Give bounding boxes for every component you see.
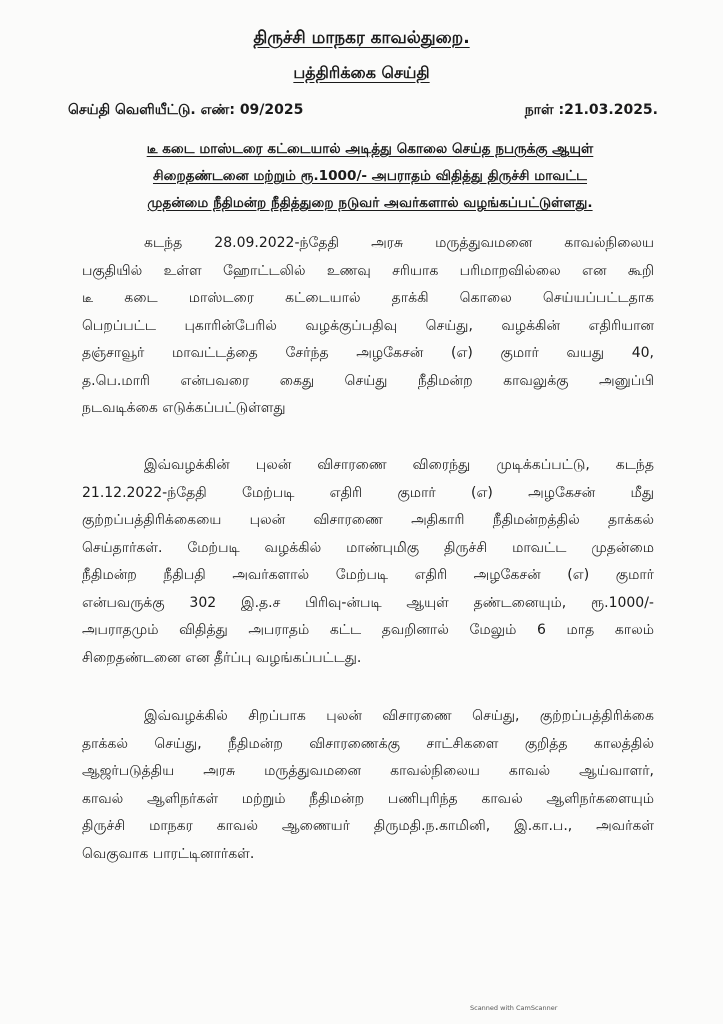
- document-type-title: [0, 63, 723, 84]
- paragraph-line: நீதிமன்ற நீதிபதி அவர்களால் மேற்படி எதிரி அழகேசன் (எ) குமார்: [82, 567, 654, 583]
- paragraph-line: அபராதமும் விதித்து அபராதம் கட்ட தவறினால் மேலும் 6 மாத காலம்: [82, 622, 654, 638]
- organization-title: [0, 28, 723, 50]
- paragraph-line: இவ்வழக்கின் புலன் விசாரணை விரைந்து முடிக்கப்பட்டு, கடந்த: [144, 457, 654, 473]
- paragraph-line: இவ்வழக்கில் சிறப்பாக புலன் விசாரணை செய்து, குற்றப்பத்திரிக்கை: [144, 708, 654, 724]
- paragraph-line: வெகுவாக பாரட்டினார்கள்.: [82, 845, 255, 862]
- paragraph-line: த.பெ.மாரி என்பவரை கைது செய்து நீதிமன்ற காவலுக்கு அனுப்பி: [82, 372, 654, 389]
- body-paragraph-3: [82, 703, 654, 868]
- paragraph-line: கடந்த 28.09.2022-ந்தேதி அரசு மருத்துவமனை காவல்நிலைய: [144, 235, 654, 251]
- paragraph-line: ஆஜர்படுத்திய அரசு மருத்துவமனை காவல்நிலைய காவல் ஆய்வாளர்,: [82, 763, 654, 779]
- headline-line: முதன்மை நீதிமன்ற நீதித்துறை நடுவர் அவர்களால் வழங்கப்பட்டுள்ளது.: [147, 195, 593, 211]
- paragraph-line: சிறைதண்டனை என தீர்ப்பு வழங்கப்பட்டது.: [82, 649, 362, 666]
- paragraph-line: திருச்சி மாநகர காவல் ஆணையர் திருமதி.ந.காமினி, இ.கா.ப., அவர்கள்: [82, 818, 654, 834]
- headline: [100, 136, 640, 217]
- paragraph-line: குற்றப்பத்திரிக்கையை புலன் விசாரணை அதிகாரி நீதிமன்றத்தில் தாக்கல்: [82, 512, 654, 528]
- paragraph-line: என்பவருக்கு 302 இ.த.ச பிரிவு-ன்படி ஆயுள் தண்டனையும், ரூ.1000/-: [82, 594, 654, 611]
- headline-line: சிறைதண்டனை மற்றும் ரூ.1000/- அபராதம் விதித்து திருச்சி மாவட்ட: [152, 168, 587, 184]
- document-type-text: பத்திரிக்கை செய்தி: [293, 63, 430, 82]
- body-paragraph-2: [82, 452, 654, 672]
- organization-title-text: திருச்சி மாநகர காவல்துறை.: [253, 28, 470, 48]
- paragraph-line: பெறப்பட்ட புகாரின்பேரில் வழக்குப்பதிவு செய்து, வழக்கின் எதிரியான: [82, 317, 654, 334]
- body-paragraph-1: [82, 230, 654, 423]
- paragraph-line: 21.12.2022-ந்தேதி மேற்படி எதிரி குமார் (எ) அழகேசன் மீது: [82, 484, 654, 501]
- paragraph-line: காவல் ஆளிநர்கள் மற்றும் நீதிமன்ற பணிபுரிந்த காவல் ஆளிநர்களையும்: [82, 790, 654, 807]
- paragraph-line: செய்தார்கள். மேற்படி வழக்கில் மாண்புமிகு திருச்சி மாவட்ட முதன்மை: [82, 539, 654, 556]
- paragraph-line: தஞ்சாவூர் மாவட்டத்தை சேர்ந்த அழகேசன் (எ) குமார் வயது 40,: [82, 345, 654, 361]
- paragraph-line: நடவடிக்கை எடுக்கப்பட்டுள்ளது: [82, 400, 286, 416]
- paragraph-line: தாக்கல் செய்து, நீதிமன்ற விசாரணைக்கு சாட்சிகளை குறித்த காலத்தில்: [82, 735, 654, 752]
- release-number: செய்தி வெளியீட்டு. எண்: 09/2025: [68, 102, 304, 118]
- release-date: நாள் :21.03.2025.: [524, 102, 658, 118]
- paragraph-line: பகுதியில் உள்ள ஹோட்டலில் உணவு சரியாக பரிமாறவில்லை என கூறி: [82, 262, 654, 279]
- paragraph-line: டீ கடை மாஸ்டரை கட்டையால் தாக்கி கொலை செய்யப்பட்டதாக: [82, 290, 654, 306]
- scanner-watermark: Scanned with CamScanner: [470, 1004, 558, 1012]
- headline-line: டீ கடை மாஸ்டரை கட்டையால் அடித்து கொலை செய்த நபருக்கு ஆயுள்: [146, 141, 594, 157]
